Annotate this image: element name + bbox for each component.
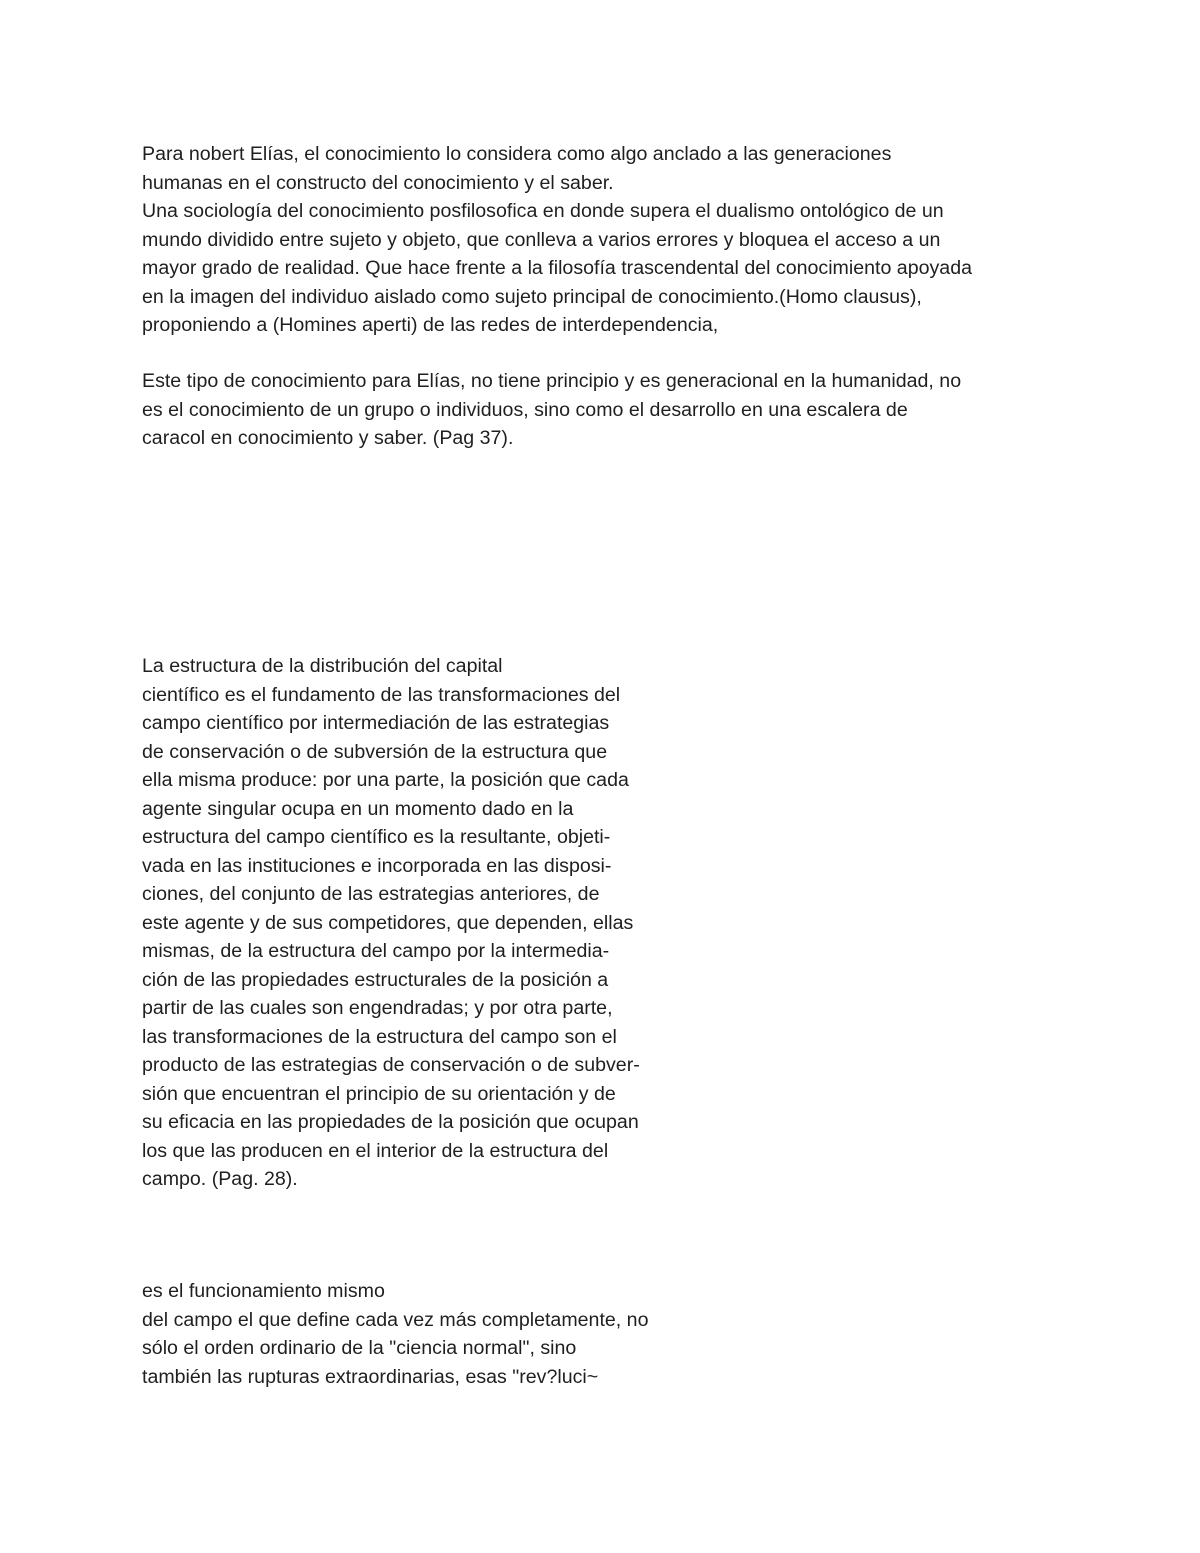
text-line: los que las producen en el interior de la estructura del bbox=[142, 1139, 609, 1162]
text-line: mismas, de la estructura del campo por la intermedia- bbox=[142, 940, 610, 962]
text-line: caracol en conocimiento y saber. (Pag 37). bbox=[142, 427, 514, 449]
quote-scientific-capital bbox=[142, 652, 640, 1194]
text-line: las transformaciones de la estructura del campo son el bbox=[142, 1025, 617, 1048]
text-line: en la imagen del individuo aislado como sujeto principal de conocimiento.(Homo clausus), bbox=[142, 285, 922, 308]
text-line: este agente y de sus competidores, que dependen, ellas bbox=[142, 911, 634, 934]
text-line: del campo el que define cada vez más completamente, no bbox=[142, 1308, 649, 1331]
text-line: mayor grado de realidad. Que hace frente a la filosofía trascendental del conocimiento apoyada bbox=[142, 257, 972, 279]
text-line: ella misma produce: por una parte, la posición que cada bbox=[142, 769, 629, 791]
text-line: agente singular ocupa en un momento dado en la bbox=[142, 797, 574, 820]
text-line: ción de las propiedades estructurales de la posición a bbox=[142, 968, 609, 991]
text-line: de conservación o de subversión de la estructura que bbox=[142, 740, 608, 763]
text-line: Para nobert Elías, el conocimiento lo considera como algo anclado a las generaciones bbox=[142, 143, 892, 165]
text-line: producto de las estrategias de conservación o de subver- bbox=[142, 1054, 640, 1076]
text-line: sólo el orden ordinario de la "ciencia normal", sino bbox=[142, 1337, 577, 1359]
paragraph-elias-generational bbox=[142, 367, 961, 453]
text-line: campo. (Pag. 28). bbox=[142, 1168, 298, 1190]
text-line: campo científico por intermediación de las estrategias bbox=[142, 712, 610, 734]
text-line: humanas en el constructo del conocimiento y el saber. bbox=[142, 171, 614, 194]
text-line: mundo dividido entre sujeto y objeto, que conlleva a varios errores y bloquea el acceso a un bbox=[142, 228, 941, 251]
text-line: estructura del campo científico es la resultante, objeti- bbox=[142, 826, 611, 848]
text-line: es el conocimiento de un grupo o individuos, sino como el desarrollo en una escalera de bbox=[142, 398, 908, 421]
text-line: proponiendo a (Homines aperti) de las redes de interdependencia, bbox=[142, 314, 719, 336]
text-line: Una sociología del conocimiento posfilosofica en donde supera el dualismo ontológico de un bbox=[142, 200, 944, 222]
text-line: vada en las instituciones e incorporada en las disposi- bbox=[142, 854, 612, 877]
text-line: La estructura de la distribución del capital bbox=[142, 655, 503, 677]
text-line: sión que encuentran el principio de su orientación y de bbox=[142, 1082, 616, 1105]
text-line: también las rupturas extraordinarias, esas "rev?luci~ bbox=[142, 1365, 599, 1388]
text-line: es el funcionamiento mismo bbox=[142, 1280, 385, 1302]
paragraph-elias-knowledge bbox=[142, 140, 972, 340]
text-line: científico es el fundamento de las transformaciones del bbox=[142, 683, 621, 706]
text-line: ciones, del conjunto de las estrategias anteriores, de bbox=[142, 883, 600, 905]
text-line: partir de las cuales son engendradas; y por otra parte, bbox=[142, 997, 613, 1019]
text-line: Este tipo de conocimiento para Elías, no tiene principio y es generacional en la humanidad, no bbox=[142, 370, 962, 392]
quote-field-functioning bbox=[142, 1277, 648, 1391]
text-line: su eficacia en las propiedades de la posición que ocupan bbox=[142, 1111, 639, 1133]
